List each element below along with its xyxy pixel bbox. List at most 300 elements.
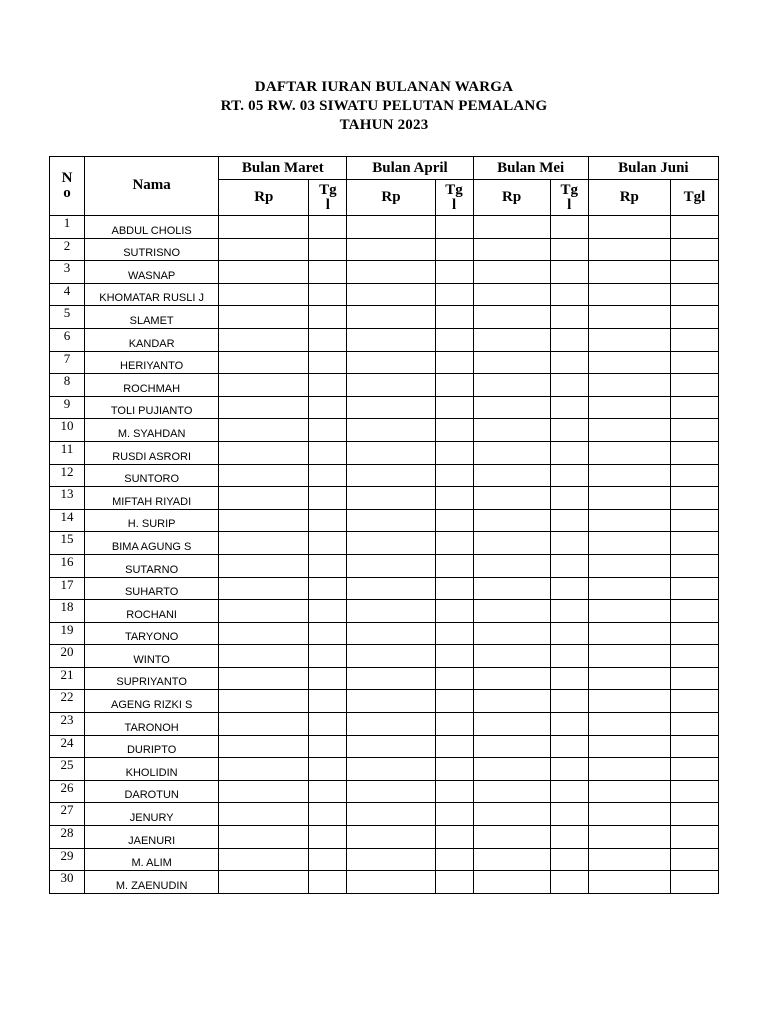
cell-rp-juni[interactable] <box>588 261 670 284</box>
cell-tgl-juni[interactable] <box>670 803 718 826</box>
cell-rp-mei[interactable] <box>473 464 550 487</box>
row-name: BIMA AGUNG S <box>85 532 219 555</box>
cell-rp-mei[interactable] <box>473 803 550 826</box>
row-name: SUPRIYANTO <box>85 667 219 690</box>
row-name: M. ZAENUDIN <box>85 871 219 894</box>
cell-tgl-mei[interactable] <box>550 713 588 736</box>
cell-tgl-mei[interactable] <box>550 509 588 532</box>
table-row <box>50 758 719 781</box>
cell-tgl-mei[interactable] <box>550 690 588 713</box>
cell-rp-mei[interactable] <box>473 848 550 871</box>
cell-rp-april[interactable] <box>347 667 435 690</box>
cell-rp-maret[interactable] <box>219 554 309 577</box>
row-name: JAENURI <box>85 826 219 849</box>
cell-tgl-maret[interactable] <box>309 441 347 464</box>
cell-rp-april[interactable] <box>347 419 435 442</box>
cell-tgl-juni[interactable] <box>670 351 718 374</box>
table-row <box>50 328 719 351</box>
row-number: 10 <box>50 419 85 442</box>
table-row <box>50 600 719 623</box>
cell-rp-maret[interactable] <box>219 780 309 803</box>
cell-tgl-maret[interactable] <box>309 261 347 284</box>
cell-tgl-maret[interactable] <box>309 622 347 645</box>
cell-tgl-juni[interactable] <box>670 667 718 690</box>
cell-rp-juni[interactable] <box>588 374 670 397</box>
cell-rp-juni[interactable] <box>588 667 670 690</box>
cell-tgl-juni[interactable] <box>670 871 718 894</box>
table-row <box>50 216 719 239</box>
row-number: 22 <box>50 690 85 713</box>
cell-rp-april[interactable] <box>347 283 435 306</box>
cell-rp-mei[interactable] <box>473 238 550 261</box>
cell-tgl-april[interactable] <box>435 554 473 577</box>
cell-rp-maret[interactable] <box>219 464 309 487</box>
cell-rp-mei[interactable] <box>473 713 550 736</box>
cell-rp-juni[interactable] <box>588 238 670 261</box>
cell-rp-maret[interactable] <box>219 532 309 555</box>
cell-tgl-maret[interactable] <box>309 283 347 306</box>
cell-tgl-maret[interactable] <box>309 780 347 803</box>
cell-tgl-mei[interactable] <box>550 622 588 645</box>
cell-rp-maret[interactable] <box>219 328 309 351</box>
cell-rp-maret[interactable] <box>219 441 309 464</box>
cell-rp-april[interactable] <box>347 396 435 419</box>
cell-rp-april[interactable] <box>347 758 435 781</box>
cell-rp-mei[interactable] <box>473 328 550 351</box>
cell-tgl-juni[interactable] <box>670 735 718 758</box>
cell-rp-mei[interactable] <box>473 351 550 374</box>
cell-tgl-april[interactable] <box>435 690 473 713</box>
header-tgl-mei <box>550 180 588 216</box>
row-name: H. SURIP <box>85 509 219 532</box>
cell-rp-april[interactable] <box>347 848 435 871</box>
cell-tgl-mei[interactable] <box>550 758 588 781</box>
cell-tgl-maret[interactable] <box>309 690 347 713</box>
cell-tgl-juni[interactable] <box>670 758 718 781</box>
row-number: 2 <box>50 238 85 261</box>
table-row <box>50 509 719 532</box>
document-subtitle: RT. 05 RW. 03 SIWATU PELUTAN PEMALANG <box>220 98 548 114</box>
cell-rp-juni[interactable] <box>588 396 670 419</box>
cell-rp-mei[interactable] <box>473 780 550 803</box>
cell-tgl-april[interactable] <box>435 871 473 894</box>
cell-tgl-maret[interactable] <box>309 419 347 442</box>
table-row <box>50 645 719 668</box>
row-number: 19 <box>50 622 85 645</box>
document-year: TAHUN 2023 <box>339 117 429 133</box>
cell-tgl-april[interactable] <box>435 667 473 690</box>
cell-rp-mei[interactable] <box>473 419 550 442</box>
cell-tgl-juni[interactable] <box>670 848 718 871</box>
cell-rp-maret[interactable] <box>219 645 309 668</box>
cell-tgl-maret[interactable] <box>309 487 347 510</box>
cell-rp-mei[interactable] <box>473 374 550 397</box>
cell-tgl-mei[interactable] <box>550 577 588 600</box>
table-row <box>50 396 719 419</box>
cell-tgl-april[interactable] <box>435 306 473 329</box>
cell-rp-april[interactable] <box>347 780 435 803</box>
cell-rp-april[interactable] <box>347 532 435 555</box>
cell-tgl-april[interactable] <box>435 622 473 645</box>
cell-rp-april[interactable] <box>347 826 435 849</box>
row-number: 17 <box>50 577 85 600</box>
cell-tgl-mei[interactable] <box>550 848 588 871</box>
cell-rp-juni[interactable] <box>588 826 670 849</box>
cell-rp-april[interactable] <box>347 690 435 713</box>
row-number: 30 <box>50 871 85 894</box>
cell-tgl-mei[interactable] <box>550 487 588 510</box>
cell-tgl-april[interactable] <box>435 261 473 284</box>
row-name: KHOMATAR RUSLI J <box>85 283 219 306</box>
cell-rp-mei[interactable] <box>473 826 550 849</box>
cell-rp-juni[interactable] <box>588 328 670 351</box>
cell-tgl-juni[interactable] <box>670 622 718 645</box>
cell-rp-maret[interactable] <box>219 848 309 871</box>
cell-tgl-mei[interactable] <box>550 374 588 397</box>
header-tgl-maret <box>309 180 347 216</box>
cell-tgl-juni[interactable] <box>670 283 718 306</box>
cell-rp-maret[interactable] <box>219 667 309 690</box>
cell-rp-april[interactable] <box>347 803 435 826</box>
cell-rp-maret[interactable] <box>219 826 309 849</box>
row-name: WINTO <box>85 645 219 668</box>
cell-rp-mei[interactable] <box>473 577 550 600</box>
cell-tgl-april[interactable] <box>435 645 473 668</box>
cell-tgl-april[interactable] <box>435 351 473 374</box>
table-row <box>50 848 719 871</box>
cell-rp-mei[interactable] <box>473 532 550 555</box>
cell-rp-maret[interactable] <box>219 283 309 306</box>
cell-tgl-juni[interactable] <box>670 419 718 442</box>
cell-rp-juni[interactable] <box>588 645 670 668</box>
cell-tgl-juni[interactable] <box>670 216 718 239</box>
cell-rp-mei[interactable] <box>473 283 550 306</box>
header-rp-juni: Rp <box>588 180 670 216</box>
cell-tgl-maret[interactable] <box>309 238 347 261</box>
cell-tgl-mei[interactable] <box>550 667 588 690</box>
row-name: TOLI PUJIANTO <box>85 396 219 419</box>
cell-tgl-juni[interactable] <box>670 374 718 397</box>
cell-tgl-juni[interactable] <box>670 780 718 803</box>
cell-tgl-mei[interactable] <box>550 600 588 623</box>
cell-tgl-maret[interactable] <box>309 667 347 690</box>
cell-rp-mei[interactable] <box>473 871 550 894</box>
cell-tgl-juni[interactable] <box>670 261 718 284</box>
cell-rp-juni[interactable] <box>588 577 670 600</box>
cell-tgl-april[interactable] <box>435 509 473 532</box>
cell-tgl-mei[interactable] <box>550 780 588 803</box>
cell-tgl-maret[interactable] <box>309 306 347 329</box>
cell-rp-mei[interactable] <box>473 487 550 510</box>
cell-tgl-mei[interactable] <box>550 803 588 826</box>
cell-rp-maret[interactable] <box>219 803 309 826</box>
cell-rp-maret[interactable] <box>219 306 309 329</box>
cell-rp-mei[interactable] <box>473 509 550 532</box>
row-number: 20 <box>50 645 85 668</box>
cell-tgl-maret[interactable] <box>309 374 347 397</box>
cell-rp-maret[interactable] <box>219 419 309 442</box>
cell-tgl-mei[interactable] <box>550 871 588 894</box>
cell-tgl-mei[interactable] <box>550 216 588 239</box>
cell-tgl-mei[interactable] <box>550 419 588 442</box>
cell-tgl-april[interactable] <box>435 419 473 442</box>
cell-rp-mei[interactable] <box>473 306 550 329</box>
cell-tgl-maret[interactable] <box>309 509 347 532</box>
cell-tgl-mei[interactable] <box>550 261 588 284</box>
cell-rp-juni[interactable] <box>588 848 670 871</box>
cell-rp-april[interactable] <box>347 577 435 600</box>
cell-rp-maret[interactable] <box>219 690 309 713</box>
cell-rp-maret[interactable] <box>219 600 309 623</box>
row-number: 18 <box>50 600 85 623</box>
cell-rp-juni[interactable] <box>588 622 670 645</box>
cell-rp-juni[interactable] <box>588 554 670 577</box>
cell-rp-maret[interactable] <box>219 238 309 261</box>
cell-tgl-mei[interactable] <box>550 532 588 555</box>
cell-tgl-april[interactable] <box>435 803 473 826</box>
cell-rp-juni[interactable] <box>588 758 670 781</box>
cell-rp-juni[interactable] <box>588 600 670 623</box>
cell-rp-juni[interactable] <box>588 532 670 555</box>
table-row <box>50 554 719 577</box>
cell-tgl-april[interactable] <box>435 283 473 306</box>
cell-tgl-juni[interactable] <box>670 645 718 668</box>
cell-rp-mei[interactable] <box>473 261 550 284</box>
row-name: TARONOH <box>85 713 219 736</box>
cell-rp-maret[interactable] <box>219 396 309 419</box>
cell-rp-juni[interactable] <box>588 735 670 758</box>
cell-tgl-maret[interactable] <box>309 577 347 600</box>
cell-rp-juni[interactable] <box>588 690 670 713</box>
cell-tgl-april[interactable] <box>435 487 473 510</box>
cell-tgl-mei[interactable] <box>550 306 588 329</box>
row-name: KHOLIDIN <box>85 758 219 781</box>
header-tgl-april <box>435 180 473 216</box>
cell-tgl-maret[interactable] <box>309 554 347 577</box>
cell-rp-april[interactable] <box>347 735 435 758</box>
cell-tgl-maret[interactable] <box>309 803 347 826</box>
cell-tgl-april[interactable] <box>435 464 473 487</box>
cell-tgl-juni[interactable] <box>670 487 718 510</box>
row-name: ABDUL CHOLIS <box>85 216 219 239</box>
cell-tgl-juni[interactable] <box>670 396 718 419</box>
row-name: M. SYAHDAN <box>85 419 219 442</box>
header-no <box>50 157 85 216</box>
header-tgl-label: Tgl <box>319 181 337 213</box>
header-month-mei: Bulan Mei <box>473 157 588 180</box>
cell-rp-maret[interactable] <box>219 713 309 736</box>
row-name: SUTARNO <box>85 554 219 577</box>
cell-rp-april[interactable] <box>347 622 435 645</box>
cell-tgl-april[interactable] <box>435 238 473 261</box>
cell-rp-mei[interactable] <box>473 554 550 577</box>
cell-tgl-mei[interactable] <box>550 283 588 306</box>
cell-tgl-juni[interactable] <box>670 328 718 351</box>
cell-tgl-juni[interactable] <box>670 554 718 577</box>
table-row <box>50 713 719 736</box>
cell-tgl-april[interactable] <box>435 713 473 736</box>
cell-rp-april[interactable] <box>347 487 435 510</box>
row-number: 29 <box>50 848 85 871</box>
cell-tgl-juni[interactable] <box>670 713 718 736</box>
cell-rp-mei[interactable] <box>473 396 550 419</box>
cell-tgl-maret[interactable] <box>309 713 347 736</box>
cell-rp-april[interactable] <box>347 554 435 577</box>
cell-tgl-april[interactable] <box>435 780 473 803</box>
cell-tgl-juni[interactable] <box>670 441 718 464</box>
cell-tgl-april[interactable] <box>435 396 473 419</box>
cell-rp-mei[interactable] <box>473 600 550 623</box>
cell-tgl-juni[interactable] <box>670 577 718 600</box>
row-number: 6 <box>50 328 85 351</box>
cell-rp-mei[interactable] <box>473 441 550 464</box>
cell-rp-maret[interactable] <box>219 487 309 510</box>
cell-tgl-mei[interactable] <box>550 441 588 464</box>
cell-tgl-maret[interactable] <box>309 758 347 781</box>
cell-tgl-april[interactable] <box>435 577 473 600</box>
cell-rp-april[interactable] <box>347 600 435 623</box>
table-row <box>50 577 719 600</box>
row-name: SUTRISNO <box>85 238 219 261</box>
cell-tgl-maret[interactable] <box>309 351 347 374</box>
cell-tgl-juni[interactable] <box>670 464 718 487</box>
cell-rp-maret[interactable] <box>219 758 309 781</box>
cell-tgl-mei[interactable] <box>550 351 588 374</box>
cell-rp-april[interactable] <box>347 261 435 284</box>
row-number: 26 <box>50 780 85 803</box>
cell-tgl-juni[interactable] <box>670 509 718 532</box>
cell-tgl-april[interactable] <box>435 532 473 555</box>
cell-rp-april[interactable] <box>347 328 435 351</box>
cell-rp-april[interactable] <box>347 509 435 532</box>
cell-rp-juni[interactable] <box>588 441 670 464</box>
header-tgl-label: Tgl <box>445 181 463 213</box>
row-name: SUNTORO <box>85 464 219 487</box>
cell-rp-juni[interactable] <box>588 713 670 736</box>
cell-tgl-mei[interactable] <box>550 826 588 849</box>
cell-rp-maret[interactable] <box>219 735 309 758</box>
cell-rp-maret[interactable] <box>219 261 309 284</box>
cell-tgl-juni[interactable] <box>670 826 718 849</box>
cell-rp-april[interactable] <box>347 306 435 329</box>
row-name: TARYONO <box>85 622 219 645</box>
cell-rp-april[interactable] <box>347 645 435 668</box>
cell-tgl-juni[interactable] <box>670 306 718 329</box>
cell-tgl-april[interactable] <box>435 826 473 849</box>
cell-tgl-maret[interactable] <box>309 532 347 555</box>
row-number: 25 <box>50 758 85 781</box>
table-row <box>50 803 719 826</box>
cell-rp-mei[interactable] <box>473 645 550 668</box>
cell-tgl-april[interactable] <box>435 441 473 464</box>
cell-rp-juni[interactable] <box>588 306 670 329</box>
cell-rp-maret[interactable] <box>219 374 309 397</box>
cell-rp-mei[interactable] <box>473 690 550 713</box>
cell-tgl-maret[interactable] <box>309 735 347 758</box>
table-row <box>50 441 719 464</box>
cell-tgl-maret[interactable] <box>309 645 347 668</box>
cell-tgl-maret[interactable] <box>309 600 347 623</box>
cell-rp-april[interactable] <box>347 238 435 261</box>
cell-tgl-april[interactable] <box>435 758 473 781</box>
cell-rp-juni[interactable] <box>588 871 670 894</box>
cell-tgl-maret[interactable] <box>309 871 347 894</box>
cell-tgl-april[interactable] <box>435 848 473 871</box>
row-number: 9 <box>50 396 85 419</box>
cell-tgl-mei[interactable] <box>550 328 588 351</box>
cell-tgl-mei[interactable] <box>550 396 588 419</box>
cell-rp-maret[interactable] <box>219 577 309 600</box>
cell-rp-mei[interactable] <box>473 758 550 781</box>
cell-tgl-juni[interactable] <box>670 600 718 623</box>
cell-tgl-maret[interactable] <box>309 328 347 351</box>
cell-rp-juni[interactable] <box>588 780 670 803</box>
cell-rp-april[interactable] <box>347 713 435 736</box>
cell-rp-juni[interactable] <box>588 509 670 532</box>
row-number: 8 <box>50 374 85 397</box>
cell-tgl-april[interactable] <box>435 328 473 351</box>
cell-rp-maret[interactable] <box>219 351 309 374</box>
cell-tgl-maret[interactable] <box>309 848 347 871</box>
cell-tgl-juni[interactable] <box>670 238 718 261</box>
row-number: 5 <box>50 306 85 329</box>
cell-tgl-juni[interactable] <box>670 532 718 555</box>
cell-tgl-april[interactable] <box>435 600 473 623</box>
cell-rp-april[interactable] <box>347 464 435 487</box>
cell-rp-april[interactable] <box>347 351 435 374</box>
cell-rp-maret[interactable] <box>219 622 309 645</box>
cell-tgl-april[interactable] <box>435 374 473 397</box>
cell-tgl-maret[interactable] <box>309 216 347 239</box>
cell-rp-april[interactable] <box>347 216 435 239</box>
table-row <box>50 532 719 555</box>
cell-rp-juni[interactable] <box>588 803 670 826</box>
cell-tgl-maret[interactable] <box>309 826 347 849</box>
cell-rp-juni[interactable] <box>588 464 670 487</box>
table-row <box>50 667 719 690</box>
cell-rp-maret[interactable] <box>219 216 309 239</box>
cell-tgl-mei[interactable] <box>550 238 588 261</box>
cell-rp-april[interactable] <box>347 441 435 464</box>
cell-rp-mei[interactable] <box>473 622 550 645</box>
cell-tgl-april[interactable] <box>435 735 473 758</box>
cell-rp-mei[interactable] <box>473 735 550 758</box>
cell-rp-maret[interactable] <box>219 871 309 894</box>
document-title: DAFTAR IURAN BULANAN WARGA <box>254 79 514 95</box>
cell-rp-april[interactable] <box>347 374 435 397</box>
cell-tgl-juni[interactable] <box>670 690 718 713</box>
cell-tgl-mei[interactable] <box>550 645 588 668</box>
row-name: ROCHMAH <box>85 374 219 397</box>
cell-rp-juni[interactable] <box>588 419 670 442</box>
cell-tgl-mei[interactable] <box>550 554 588 577</box>
cell-rp-juni[interactable] <box>588 351 670 374</box>
cell-tgl-maret[interactable] <box>309 464 347 487</box>
cell-rp-maret[interactable] <box>219 509 309 532</box>
cell-rp-juni[interactable] <box>588 216 670 239</box>
cell-rp-april[interactable] <box>347 871 435 894</box>
header-rp-maret: Rp <box>219 180 309 216</box>
cell-rp-mei[interactable] <box>473 667 550 690</box>
table-row <box>50 306 719 329</box>
cell-tgl-mei[interactable] <box>550 735 588 758</box>
cell-tgl-mei[interactable] <box>550 464 588 487</box>
cell-tgl-maret[interactable] <box>309 396 347 419</box>
cell-rp-juni[interactable] <box>588 283 670 306</box>
cell-rp-juni[interactable] <box>588 487 670 510</box>
cell-tgl-april[interactable] <box>435 216 473 239</box>
cell-rp-mei[interactable] <box>473 216 550 239</box>
